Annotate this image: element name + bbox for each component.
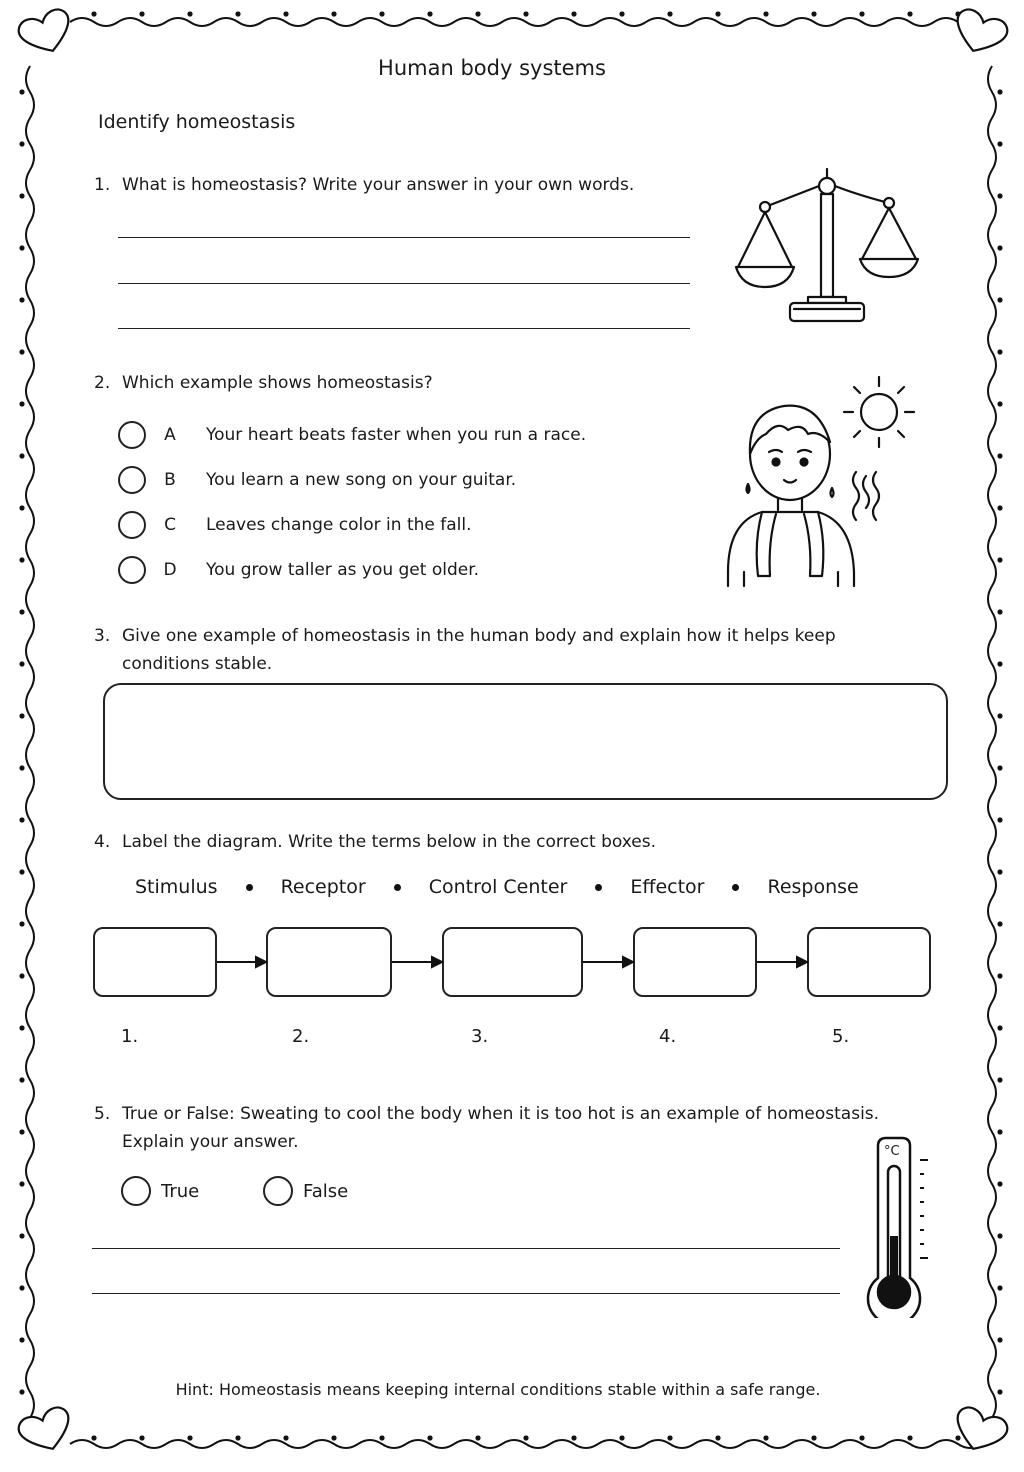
border-dot xyxy=(523,1435,528,1440)
box-number-1: 1. xyxy=(121,1026,139,1047)
box-number-3: 3. xyxy=(471,1026,489,1047)
true-option[interactable] xyxy=(121,1176,199,1206)
heart-corner-icon xyxy=(949,6,1010,59)
question-4 xyxy=(94,828,656,856)
box-number-4: 4. xyxy=(659,1026,677,1047)
border-dot xyxy=(763,11,768,16)
diagram-arrows xyxy=(0,950,1024,974)
border-top-wave xyxy=(70,18,982,26)
border-dot xyxy=(997,973,1002,978)
question-5-text-line2: Explain your answer. xyxy=(122,1132,299,1152)
sun-icon xyxy=(844,377,914,447)
border-dot xyxy=(997,921,1002,926)
border-dot xyxy=(187,1435,192,1440)
border-dot xyxy=(379,11,384,16)
border-dot xyxy=(19,661,24,666)
border-dot xyxy=(997,1025,1002,1030)
border-dot xyxy=(811,1435,816,1440)
answer-line[interactable] xyxy=(92,1293,840,1294)
question-3-text-line1: Give one example of homeostasis in the human body and explain how it helps keep xyxy=(122,626,836,646)
border-dot xyxy=(91,1435,96,1440)
border-dot xyxy=(997,713,1002,718)
border-dot xyxy=(19,1337,24,1342)
border-dot xyxy=(19,349,24,354)
option-text: You grow taller as you get older. xyxy=(206,560,480,580)
option-a[interactable] xyxy=(118,418,586,452)
border-bottom-wave xyxy=(70,1440,982,1448)
border-dot xyxy=(19,1077,24,1082)
radio-circle-true[interactable] xyxy=(121,1176,151,1206)
border-right-wave xyxy=(988,66,996,1418)
option-letter: A xyxy=(164,425,176,445)
border-dot xyxy=(19,817,24,822)
radio-circle-c[interactable] xyxy=(118,511,146,539)
border-dot xyxy=(523,11,528,16)
question-2 xyxy=(94,369,433,397)
question-4-text: Label the diagram. Write the terms below in the correct boxes. xyxy=(122,832,657,852)
option-b[interactable] xyxy=(118,463,516,497)
border-dot xyxy=(19,765,24,770)
border-dot xyxy=(997,505,1002,510)
bullet-separator xyxy=(595,884,602,891)
border-dot xyxy=(997,349,1002,354)
border-dot xyxy=(667,1435,672,1440)
border-dot xyxy=(997,89,1002,94)
border-dot xyxy=(997,661,1002,666)
border-dot xyxy=(331,11,336,16)
border-dot xyxy=(811,11,816,16)
border-dot xyxy=(997,557,1002,562)
answer-line[interactable] xyxy=(118,328,690,329)
radio-circle-d[interactable] xyxy=(118,556,146,584)
option-letter: C xyxy=(164,515,176,535)
radio-circle-a[interactable] xyxy=(118,421,146,449)
border-dot xyxy=(19,245,24,250)
border-dot xyxy=(283,1435,288,1440)
option-letter: B xyxy=(164,470,176,490)
bullet-separator xyxy=(246,884,253,891)
border-dot xyxy=(19,401,24,406)
heat-waves-icon xyxy=(853,472,879,520)
question-1-text: What is homeostasis? Write your answer in your own words. xyxy=(122,175,635,195)
border-dot xyxy=(667,11,672,16)
border-dot xyxy=(997,869,1002,874)
question-5-number: 5. xyxy=(94,1104,111,1124)
thermometer-icon xyxy=(866,1136,936,1318)
border-dot xyxy=(997,765,1002,770)
option-c[interactable] xyxy=(118,508,472,542)
term-control-center: Control Center xyxy=(428,876,568,898)
hint-text: Hint: Homeostasis means keeping internal conditions stable within a safe range. xyxy=(175,1380,821,1399)
border-dot xyxy=(19,1181,24,1186)
term-receptor: Receptor xyxy=(280,876,366,898)
answer-line[interactable] xyxy=(118,283,690,284)
border-dot xyxy=(763,1435,768,1440)
term-response: Response xyxy=(767,876,859,898)
border-dot xyxy=(139,11,144,16)
question-5-text-line1: True or False: Sweating to cool the body when it is too hot is an example of homeostasis. xyxy=(122,1104,880,1124)
border-dot xyxy=(427,11,432,16)
border-dot xyxy=(235,1435,240,1440)
question-3-number: 3. xyxy=(94,626,111,646)
border-dot xyxy=(907,1435,912,1440)
border-dot xyxy=(19,505,24,510)
box-number-2: 2. xyxy=(292,1026,310,1047)
page-title: Human body systems xyxy=(378,56,606,80)
heart-corner-icon xyxy=(16,1404,77,1457)
term-effector: Effector xyxy=(630,876,705,898)
border-dot xyxy=(997,1337,1002,1342)
option-text: Your heart beats faster when you run a race. xyxy=(206,425,587,445)
border-dot xyxy=(571,11,576,16)
border-dot xyxy=(91,11,96,16)
border-dot xyxy=(997,245,1002,250)
border-left-wave xyxy=(26,66,34,1418)
border-dot xyxy=(19,869,24,874)
question-4-number: 4. xyxy=(94,832,111,852)
radio-circle-b[interactable] xyxy=(118,466,146,494)
border-dot xyxy=(571,1435,576,1440)
bullet-separator xyxy=(732,884,739,891)
border-dot xyxy=(997,1233,1002,1238)
border-dot xyxy=(427,1435,432,1440)
border-dot xyxy=(997,1389,1002,1394)
border-dot xyxy=(619,11,624,16)
bullet-separator xyxy=(394,884,401,891)
border-dot xyxy=(997,453,1002,458)
border-dot xyxy=(283,11,288,16)
worksheet-subtitle: Identify homeostasis xyxy=(98,111,296,133)
question-3 xyxy=(94,622,874,678)
option-letter: D xyxy=(163,560,177,580)
answer-box[interactable] xyxy=(103,683,948,800)
border-dot xyxy=(19,557,24,562)
border-dot xyxy=(235,11,240,16)
border-dot xyxy=(139,1435,144,1440)
border-dot xyxy=(19,453,24,458)
border-dot xyxy=(859,1435,864,1440)
border-dot xyxy=(475,11,480,16)
border-dot xyxy=(19,713,24,718)
question-3-text-line2: conditions stable. xyxy=(122,654,273,674)
false-label: False xyxy=(303,1180,349,1202)
border-dot xyxy=(715,11,720,16)
balance-scale-icon xyxy=(730,165,925,327)
border-dot xyxy=(19,973,24,978)
border-dot xyxy=(997,609,1002,614)
thermometer-unit: °C xyxy=(884,1144,900,1159)
border-dot xyxy=(19,193,24,198)
border-dot xyxy=(997,141,1002,146)
border-dot xyxy=(19,1129,24,1134)
sweating-child-icon xyxy=(722,372,922,590)
border-dot xyxy=(379,1435,384,1440)
thermometer-drawing xyxy=(866,1136,936,1318)
answer-line[interactable] xyxy=(118,237,690,238)
question-2-text: Which example shows homeostasis? xyxy=(122,373,433,393)
question-1-number: 1. xyxy=(94,175,111,195)
border-dot xyxy=(475,1435,480,1440)
true-label: True xyxy=(161,1180,200,1202)
term-bank xyxy=(135,876,859,898)
border-dot xyxy=(997,1077,1002,1082)
border-dot xyxy=(19,1233,24,1238)
false-option[interactable] xyxy=(263,1176,348,1206)
border-dot xyxy=(19,609,24,614)
border-dot xyxy=(997,193,1002,198)
border-dot xyxy=(997,1285,1002,1290)
border-dot xyxy=(997,401,1002,406)
term-stimulus: Stimulus xyxy=(135,876,218,898)
question-1 xyxy=(94,171,634,199)
heart-corner-icon xyxy=(949,1404,1010,1457)
question-2-number: 2. xyxy=(94,373,111,393)
option-text: You learn a new song on your guitar. xyxy=(206,470,517,490)
border-dot xyxy=(907,11,912,16)
border-dot xyxy=(997,1181,1002,1186)
box-number-5: 5. xyxy=(832,1026,850,1047)
border-dot xyxy=(955,1435,960,1440)
border-dot xyxy=(19,1025,24,1030)
option-d[interactable] xyxy=(118,553,479,587)
border-dot xyxy=(19,921,24,926)
border-dot xyxy=(997,817,1002,822)
border-dot xyxy=(715,1435,720,1440)
radio-circle-false[interactable] xyxy=(263,1176,293,1206)
border-dot xyxy=(187,11,192,16)
option-text: Leaves change color in the fall. xyxy=(206,515,472,535)
border-dot xyxy=(997,1129,1002,1134)
border-dot xyxy=(331,1435,336,1440)
border-dot xyxy=(859,11,864,16)
border-dot xyxy=(997,297,1002,302)
border-dot xyxy=(19,141,24,146)
border-dot xyxy=(19,89,24,94)
question-5 xyxy=(94,1100,884,1156)
border-dot xyxy=(19,1285,24,1290)
answer-line[interactable] xyxy=(92,1248,840,1249)
border-dot xyxy=(19,297,24,302)
heart-corner-icon xyxy=(16,6,77,59)
border-dot xyxy=(619,1435,624,1440)
